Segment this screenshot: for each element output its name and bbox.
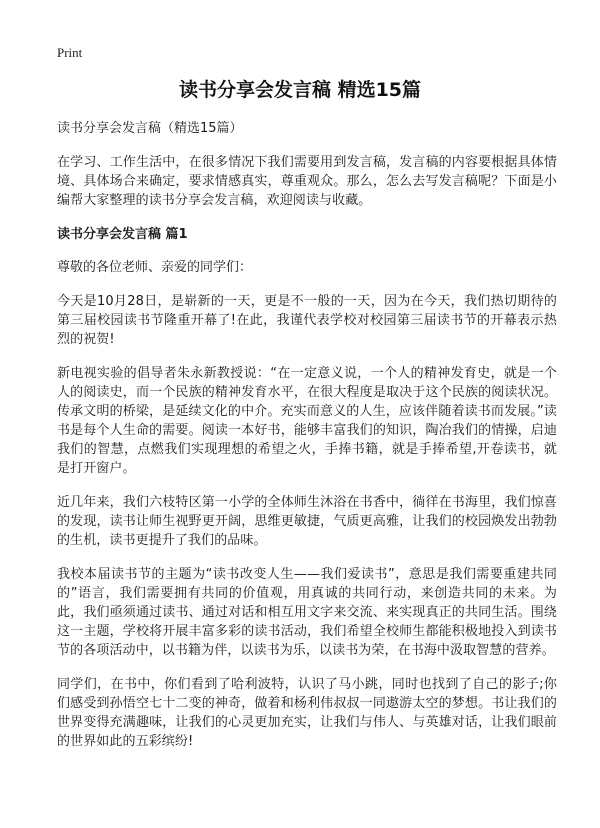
body-paragraph: 今天是10月28日，是崭新的一天，更是不一般的一天，因为在今天，我们热切期待的第三届校园读书节隆重开幕了!在此，我谨代表学校对校园第三届读书节的开幕表示热烈的祝贺! [57, 294, 557, 347]
page-title: 读书分享会发言稿 精选15篇 [178, 79, 422, 101]
body-paragraph: 我校本届读书节的主题为“读书改变人生——我们爱读书”，意思是我们需要重建共同的”语言，我们需要拥有共同的价值观，用真诚的共同行动，来创造共同的未来。为此，我们亟须通过读书、通过对话和相互用文字来交流、来实现真正的共同生活。围绕这一主题，学校将开展丰富多彩的读书活动，我们希望全校师生都能积极地投入到读书节的各项活动中，以书籍为伴，以读书为乐，以读书为荣，在书海中汲取智慧的营养。 [57, 567, 557, 658]
body-paragraph: 近几年来，我们六枝特区第一小学的全体师生沐浴在书香中，徜徉在书海里，我们惊喜的发现，读书让师生视野更开阔，思维更敏捷，气质更高雅，让我们的校园焕发出勃勃的生机，读书更提升了我们的品味。 [57, 495, 557, 548]
intro-paragraph: 在学习、工作生活中，在很多情况下我们需要用到发言稿，发言稿的内容要根据具体情境、具体场合来确定，要求情感真实，尊重观众。那么，怎么去写发言稿呢？下面是小编帮大家整理的读书分享会发言稿，欢迎阅读与收藏。 [57, 155, 557, 208]
body-paragraph: 新电视实验的倡导者朱永新教授说：“在一定意义说，一个人的精神发育史，就是一个人的阅读史，而一个民族的精神发育水平，在很大程度是取决于这个民族的阅读状况。传承文明的桥梁，是延续文化的中介。充实而意义的人生，应该伴随着读书而发展。”读书是每个人生命的需要。阅读一本好书，能够丰富我们的知识，陶冶我们的情操，启迪我们的智慧，点燃我们实现理想的希望之火，手捧书籍，就是手捧希望,开卷读书，就是打开窗户。 [57, 366, 557, 476]
salutation: 尊敬的各位老师、亲爱的同学们： [57, 260, 253, 275]
print-link[interactable]: Print [57, 45, 83, 60]
body-paragraph: 同学们，在书中，你们看到了哈利波特，认识了马小跳，同时也找到了自己的影子;你们感受到孙悟空七十二变的神奇，做着和杨利伟叔叔一同遨游太空的梦想。书让我们的世界变得充满趣味，让我们的心灵更加充实，让我们与伟人、与英雄对话，让我们眼前的世界如此的五彩缤纷! [57, 677, 557, 749]
article-subtitle: 读书分享会发言稿（精选15篇） [57, 121, 243, 136]
article-body [57, 119, 557, 766]
section-heading: 读书分享会发言稿 篇1 [57, 227, 188, 242]
